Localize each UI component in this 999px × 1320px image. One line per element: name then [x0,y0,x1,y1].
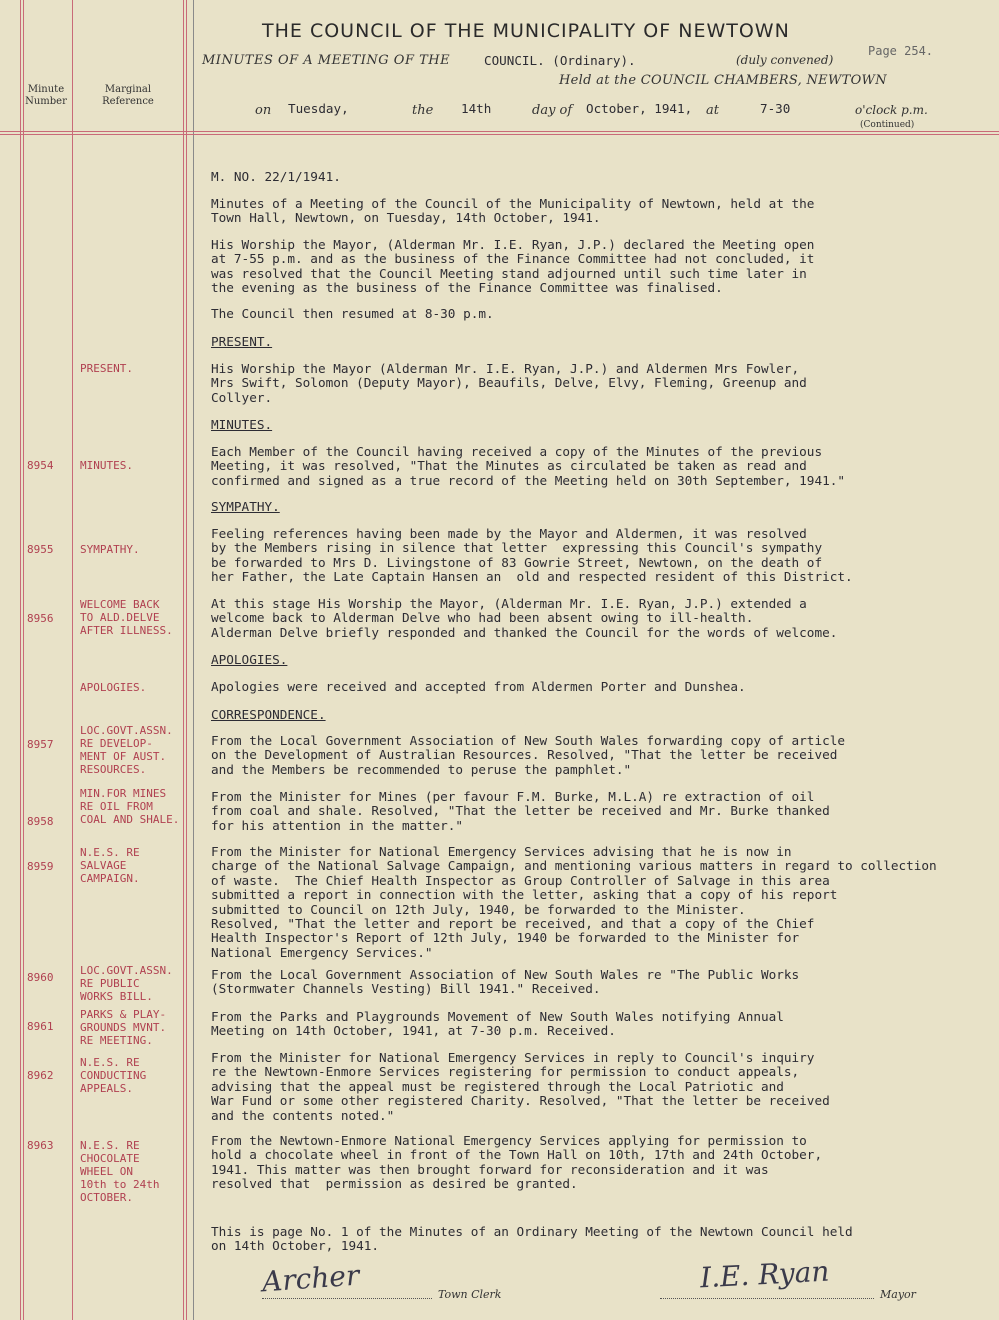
on-label: on [255,103,272,118]
column-rule [186,0,187,1320]
continued-label: (Continued) [860,120,915,130]
meeting-month-year: October, 1941, [586,101,693,116]
marginal-reference: N.E.S. RE CONDUCTING APPEALS. [80,1056,147,1095]
marginal-reference-header: Marginal Reference [102,84,154,107]
minutes-paragraph: Each Member of the Council having received a copy of the Minutes of the previous Meeting, it was resolved, "That the Minutes as circulated be taken as read and confirmed and signed as a true record of the Meeting held on 30th September, 1941." [211,444,845,488]
marginal-reference: SYMPATHY. [80,543,140,556]
minute-number: 8957 [27,738,54,751]
marginal-reference: PARKS & PLAY- GROUNDS MVNT. RE MEETING. [80,1008,167,1047]
marginal-reference: APOLOGIES. [80,681,147,694]
minute-number: 8962 [27,1069,54,1082]
correspondence-8957: From the Local Government Association of New South Wales forwarding copy of article on the Development of Australian Resources. Resolved, "That the letter be received and the Members be recommended to peruse the pamphlet." [211,733,845,777]
minutes-label: MINUTES OF A MEETING OF THE [202,53,451,68]
minute-number: 8960 [27,971,54,984]
day-of-label: day of [532,103,573,118]
minute-number: 8954 [27,459,54,472]
margin-rule [20,0,21,1320]
mayor-signature: I.E. Ryan [699,1254,831,1295]
marginal-reference: LOC.GOVT.ASSN. RE PUBLIC WORKS BILL. [80,964,173,1003]
correspondence-8962: From the Minister for National Emergency Services in reply to Council's inquiry re the Newtown-Enmore Services registering for permission to conduct appeals, advising that the appeal must be registered through the Local Patriotic and War Fund or some other registered Charity. Resolved, "That the letter be received and the contents noted." [211,1050,830,1123]
duly-convened: (duly convened) [736,53,834,67]
closing-paragraph: This is page No. 1 of the Minutes of an Ordinary Meeting of the Newtown Council held on 14th October, 1941. [211,1224,853,1254]
intro-paragraph: Minutes of a Meeting of the Council of the Municipality of Newtown, held at the Town Hall, Newtown, on Tuesday, 14th October, 1941. [211,196,815,226]
signature-line [660,1298,874,1299]
meeting-type: COUNCIL. (Ordinary). [484,53,636,68]
signature-line [262,1298,432,1299]
marginal-reference: N.E.S. RE CHOCOLATE WHEEL ON 10th to 24th OCTOBER. [80,1139,160,1204]
minute-number: 8961 [27,1020,54,1033]
minute-number: 8958 [27,815,54,828]
apologies-heading: APOLOGIES. [211,652,288,667]
column-rule [72,0,73,1320]
council-title: THE COUNCIL OF THE MUNICIPALITY OF NEWTOWN [262,20,790,42]
the-label: the [412,103,434,118]
at-label: at [706,103,719,118]
header-rule [0,131,999,132]
marginal-reference: PRESENT. [80,362,133,375]
page-number: Page 254. [868,44,934,58]
apologies-paragraph: Apologies were received and accepted from Aldermen Porter and Dunshea. [211,679,746,694]
column-rule [193,0,194,1320]
minutes-heading: MINUTES. [211,417,273,432]
meeting-date: 14th [461,101,492,116]
minute-number: 8955 [27,543,54,556]
present-paragraph: His Worship the Mayor (Alderman Mr. I.E. Ryan, J.P.) and Aldermen Mrs Fowler, Mrs Swift, Solomon (Deputy Mayor), Beaufils, Delve, Elvy, Fleming, Greenup and Collyer. [211,361,807,405]
sympathy-paragraph: Feeling references having been made by the Mayor and Aldermen, it was resolved by the Members rising in silence that letter expressing this Council's sympathy be forwarded to Mrs D. Livingstone of 83 Gowrie Street, Newtown, on the death of her Father, the Late Captain Hansen an old and respected resident of this District. [211,526,853,585]
town-clerk-signature: Archer [260,1258,361,1299]
marginal-reference: N.E.S. RE SALVAGE CAMPAIGN. [80,846,140,885]
margin-rule [23,0,24,1320]
correspondence-8959: From the Minister for National Emergency Services advising that he is now in charge of the National Salvage Campaign, and mentioning various matters in regard to collection of waste. The Chief Health Inspector as Group Controller of Salvage in this area submitted a report in connection with the letter, asking that a copy of his report submitted to Council on 12th July, 1940, be forwarded to the Minister. Resolved, "That the letter and report be received, and that a copy of the Chief Health Inspector's Report of 12th July, 1940 be forwarded to the Minister for National Emergency Services." [211,844,937,960]
marginal-reference: MINUTES. [80,459,133,472]
correspondence-heading: CORRESPONDENCE. [211,707,326,722]
column-rule [183,0,184,1320]
meeting-day: Tuesday, [288,101,349,116]
marginal-reference: LOC.GOVT.ASSN. RE DEVELOP- MENT OF AUST. RESOURCES. [80,724,173,776]
minute-number: 8963 [27,1139,54,1152]
correspondence-8958: From the Minister for Mines (per favour F.M. Burke, M.L.A) re extraction of oil from coal and shale. Resolved, "That the letter be received and Mr. Burke thanked for his attention in the matter." [211,789,830,833]
meeting-time: 7-30 [760,101,791,116]
marginal-reference: MIN.FOR MINES RE OIL FROM COAL AND SHALE. [80,787,180,826]
present-heading: PRESENT. [211,334,273,349]
correspondence-8963: From the Newtown-Enmore National Emergency Services applying for permission to hold a chocolate wheel in front of the Town Hall on 10th, 17th and 24th October, 1941. This matter was then brought forward for reconsideration and it was resolved that permission as desired be granted. [211,1133,823,1192]
minute-number: 8956 [27,612,54,625]
resumed-paragraph: The Council then resumed at 8-30 p.m. [211,306,494,321]
correspondence-8960: From the Local Government Association of New South Wales re "The Public Works (Stormwater Channels Vesting) Bill 1941." Received. [211,967,800,997]
correspondence-8961: From the Parks and Playgrounds Movement of New South Wales notifying Annual Meeting on 14th October, 1941, at 7-30 p.m. Received. [211,1009,784,1039]
opening-paragraph: His Worship the Mayor, (Alderman Mr. I.E. Ryan, J.P.) declared the Meeting open at 7-55 p.m. and as the business of the Finance Committee had not concluded, it was resolved that the Council Meeting stand adjourned until such time later in the evening as the business of the Finance Committee was finalised. [211,237,815,296]
minute-ref: M. NO. 22/1/1941. [211,169,341,184]
minute-number-header: Minute Number [25,84,67,107]
marginal-reference: WELCOME BACK TO ALD.DELVE AFTER ILLNESS. [80,598,173,637]
minute-number: 8959 [27,860,54,873]
sympathy-heading: SYMPATHY. [211,499,280,514]
welcome-paragraph: At this stage His Worship the Mayor, (Alderman Mr. I.E. Ryan, J.P.) extended a welcome back to Alderman Delve who had been absent owing to ill-health. Alderman Delve briefly responded and thanked the Council for the words of welcome. [211,596,838,640]
town-clerk-label: Town Clerk [438,1288,502,1301]
mayor-label: Mayor [880,1288,916,1301]
held-at: Held at the COUNCIL CHAMBERS, NEWTOWN [559,73,887,88]
header-rule [0,134,999,135]
oclock-label: o'clock p.m. [855,103,928,117]
